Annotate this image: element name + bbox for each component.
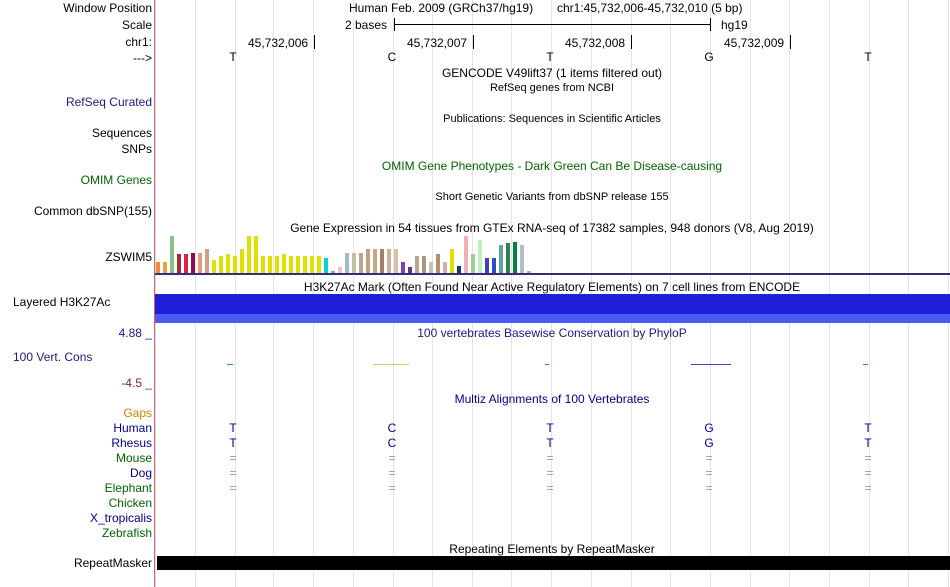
multiz-track-title[interactable]: Multiz Alignments of 100 Vertebrates xyxy=(454,392,650,406)
gtex-tissue-bar[interactable] xyxy=(506,243,510,273)
elephant-base: = xyxy=(705,481,713,495)
rhesus-base: T xyxy=(864,436,872,450)
species-human-label[interactable]: Human xyxy=(113,421,152,435)
gtex-tissue-bar[interactable] xyxy=(422,256,426,273)
mouse-base: = xyxy=(864,451,872,465)
gtex-bar-chart[interactable] xyxy=(155,236,950,273)
rhesus-base: C xyxy=(387,436,397,450)
species-chicken-label[interactable]: Chicken xyxy=(108,496,152,510)
elephant-base: = xyxy=(388,481,396,495)
h3k27ac-track-label[interactable]: Layered H3K27Ac xyxy=(13,295,111,309)
cons-min-label: -4.5 _ xyxy=(121,376,152,390)
gtex-tissue-bar[interactable] xyxy=(177,254,181,273)
phylop-mark xyxy=(863,364,868,365)
strand-toggle[interactable]: ---> xyxy=(133,51,152,65)
gtex-tissue-bar[interactable] xyxy=(450,249,454,273)
scale-text: 2 bases xyxy=(345,18,388,32)
gtex-tissue-bar[interactable] xyxy=(296,256,300,273)
elephant-base: = xyxy=(229,481,237,495)
gtex-tissue-bar[interactable] xyxy=(359,253,363,273)
h3k27ac-signal-light xyxy=(155,314,950,323)
phylop-mark xyxy=(545,364,549,365)
gtex-tissue-bar[interactable] xyxy=(478,240,482,273)
gtex-tissue-bar[interactable] xyxy=(156,262,160,273)
scale-bar-left-cap xyxy=(394,18,395,31)
assembly-title: Human Feb. 2009 (GRCh37/hg19) xyxy=(349,1,534,15)
refseq-track-label[interactable]: RefSeq Curated xyxy=(65,95,152,109)
human-base: T xyxy=(546,421,554,435)
coord-tick xyxy=(790,35,791,49)
base-letter: G xyxy=(704,50,714,64)
species-rhesus-label[interactable]: Rhesus xyxy=(111,436,152,450)
dog-base: = xyxy=(388,466,396,480)
gtex-tissue-bar[interactable] xyxy=(170,236,174,273)
gtex-tissue-bar[interactable] xyxy=(212,260,216,273)
mouse-base: = xyxy=(229,451,237,465)
repeatmasker-track-title[interactable]: Repeating Elements by RepeatMasker xyxy=(449,542,655,556)
mouse-base: = xyxy=(705,451,713,465)
gtex-tissue-bar[interactable] xyxy=(205,249,209,273)
coord-label: 45,732,008 xyxy=(565,36,626,50)
cons-max-label: 4.88 _ xyxy=(118,326,152,340)
gtex-tissue-bar[interactable] xyxy=(282,254,286,273)
gtex-tissue-bar[interactable] xyxy=(499,245,503,273)
publications-track-title[interactable]: Publications: Sequences in Scientific Articles xyxy=(443,113,661,125)
gtex-tissue-bar[interactable] xyxy=(520,245,524,273)
chrom-label: chr1: xyxy=(125,35,152,49)
gtex-tissue-bar[interactable] xyxy=(310,256,314,273)
gtex-tissue-bar[interactable] xyxy=(513,242,517,273)
human-base: C xyxy=(387,421,397,435)
dog-base: = xyxy=(705,466,713,480)
gtex-tissue-bar[interactable] xyxy=(317,256,321,273)
rhesus-base: G xyxy=(704,436,714,450)
dbsnp-track-title[interactable]: Short Genetic Variants from dbSNP release 155 xyxy=(435,191,669,203)
cons-track-label[interactable]: 100 Vert. Cons xyxy=(13,350,93,364)
base-letter: T xyxy=(546,50,554,64)
human-base: T xyxy=(229,421,237,435)
elephant-base: = xyxy=(546,481,554,495)
species-mouse-label[interactable]: Mouse xyxy=(115,451,152,465)
gtex-tissue-bar[interactable] xyxy=(345,253,349,273)
position-title: chr1:45,732,006-45,732,010 (5 bp) xyxy=(557,1,743,15)
gtex-tissue-bar[interactable] xyxy=(226,254,230,273)
rhesus-base: T xyxy=(229,436,237,450)
gtex-tissue-bar[interactable] xyxy=(184,254,188,273)
phylop-mark xyxy=(373,364,409,365)
gtex-baseline xyxy=(155,273,950,275)
gtex-tissue-bar[interactable] xyxy=(380,249,384,273)
window-position-label: Window Position xyxy=(63,1,152,15)
species-elephant-label[interactable]: Elephant xyxy=(104,481,152,495)
base-letter: T xyxy=(864,50,872,64)
gtex-tissue-bar[interactable] xyxy=(366,249,370,273)
elephant-base: = xyxy=(864,481,872,495)
species-dog-label[interactable]: Dog xyxy=(129,466,152,480)
scale-db: hg19 xyxy=(721,18,748,32)
coord-tick xyxy=(631,35,632,49)
phylop-track-title[interactable]: 100 vertebrates Basewise Conservation by PhyloP xyxy=(417,326,687,340)
gaps-label[interactable]: Gaps xyxy=(123,406,152,420)
dog-base: = xyxy=(546,466,554,480)
mouse-base: = xyxy=(388,451,396,465)
snps-track-label[interactable]: SNPs xyxy=(121,142,152,156)
scale-label: Scale xyxy=(121,18,152,32)
omim-track-title[interactable]: OMIM Gene Phenotypes - Dark Green Can Be Disease-causing xyxy=(381,159,723,173)
species-xtropicalis-label[interactable]: X_tropicalis xyxy=(89,511,152,525)
gtex-tissue-bar[interactable] xyxy=(268,256,272,273)
rhesus-base: T xyxy=(546,436,554,450)
gtex-tissue-bar[interactable] xyxy=(219,256,223,273)
gtex-tissue-bar[interactable] xyxy=(240,249,244,273)
track-label-column xyxy=(0,0,154,587)
gtex-tissue-bar[interactable] xyxy=(254,236,258,273)
h3k27ac-track-title[interactable]: H3K27Ac Mark (Often Found Near Active Regulatory Elements) on 7 cell lines from ENCODE xyxy=(303,280,801,294)
phylop-mark xyxy=(227,364,233,365)
gtex-tissue-bar[interactable] xyxy=(275,256,279,273)
h3k27ac-signal-dark xyxy=(155,294,950,314)
gtex-tissue-bar[interactable] xyxy=(324,258,328,273)
gtex-tissue-bar[interactable] xyxy=(464,236,468,273)
gtex-tissue-bar[interactable] xyxy=(198,253,202,273)
refseq-track-title[interactable]: RefSeq genes from NCBI xyxy=(489,82,615,94)
gtex-tissue-bar[interactable] xyxy=(394,249,398,273)
sequences-track-label[interactable]: Sequences xyxy=(91,126,152,140)
coord-tick xyxy=(314,35,315,49)
gencode-track-title[interactable]: GENCODE V49lift37 (1 items filtered out) xyxy=(441,66,663,80)
gtex-tissue-bar[interactable] xyxy=(457,266,461,273)
scale-bar xyxy=(394,24,711,25)
gtex-tissue-bar[interactable] xyxy=(485,258,489,273)
gtex-tissue-bar[interactable] xyxy=(471,254,475,273)
gtex-track-title[interactable]: Gene Expression in 54 tissues from GTEx RNA-seq of 17382 samples, 948 donors (V8, Aug 2019) xyxy=(290,221,814,235)
phylop-mark xyxy=(691,364,731,365)
repeatmasker-block xyxy=(157,556,950,570)
gtex-tissue-bar[interactable] xyxy=(443,262,447,273)
gtex-tissue-bar[interactable] xyxy=(352,253,356,273)
gtex-tissue-bar[interactable] xyxy=(247,236,251,273)
gtex-tissue-bar[interactable] xyxy=(415,256,419,273)
omim-track-label[interactable]: OMIM Genes xyxy=(80,173,152,187)
gtex-tissue-bar[interactable] xyxy=(289,256,293,273)
scale-bar-right-cap xyxy=(710,18,711,31)
dbsnp-track-label[interactable]: Common dbSNP(155) xyxy=(33,204,152,218)
coord-label: 45,732,009 xyxy=(724,36,785,50)
gtex-tissue-bar[interactable] xyxy=(492,258,496,273)
gtex-tissue-bar[interactable] xyxy=(163,262,167,273)
dog-base: = xyxy=(229,466,237,480)
gtex-tissue-bar[interactable] xyxy=(429,262,433,273)
human-base: T xyxy=(864,421,872,435)
genome-browser-image[interactable] xyxy=(155,0,950,587)
gtex-tissue-bar[interactable] xyxy=(387,249,391,273)
dog-base: = xyxy=(864,466,872,480)
gtex-tissue-bar[interactable] xyxy=(233,256,237,273)
base-letter: C xyxy=(387,50,397,64)
coord-label: 45,732,007 xyxy=(407,36,468,50)
coord-tick xyxy=(473,35,474,49)
base-letter: T xyxy=(229,50,237,64)
gtex-tissue-bar[interactable] xyxy=(436,254,440,273)
gtex-tissue-bar[interactable] xyxy=(261,256,265,273)
gtex-tissue-bar[interactable] xyxy=(373,249,377,273)
gtex-tissue-bar[interactable] xyxy=(303,256,307,273)
gtex-tissue-bar[interactable] xyxy=(401,262,405,273)
coord-label: 45,732,006 xyxy=(248,36,309,50)
mouse-base: = xyxy=(546,451,554,465)
repeatmasker-track-label[interactable]: RepeatMasker xyxy=(73,556,152,570)
gtex-tissue-bar[interactable] xyxy=(191,253,195,273)
species-zebrafish-label[interactable]: Zebrafish xyxy=(101,526,152,540)
zswim5-track-label[interactable]: ZSWIM5 xyxy=(105,250,152,264)
human-base: G xyxy=(704,421,714,435)
